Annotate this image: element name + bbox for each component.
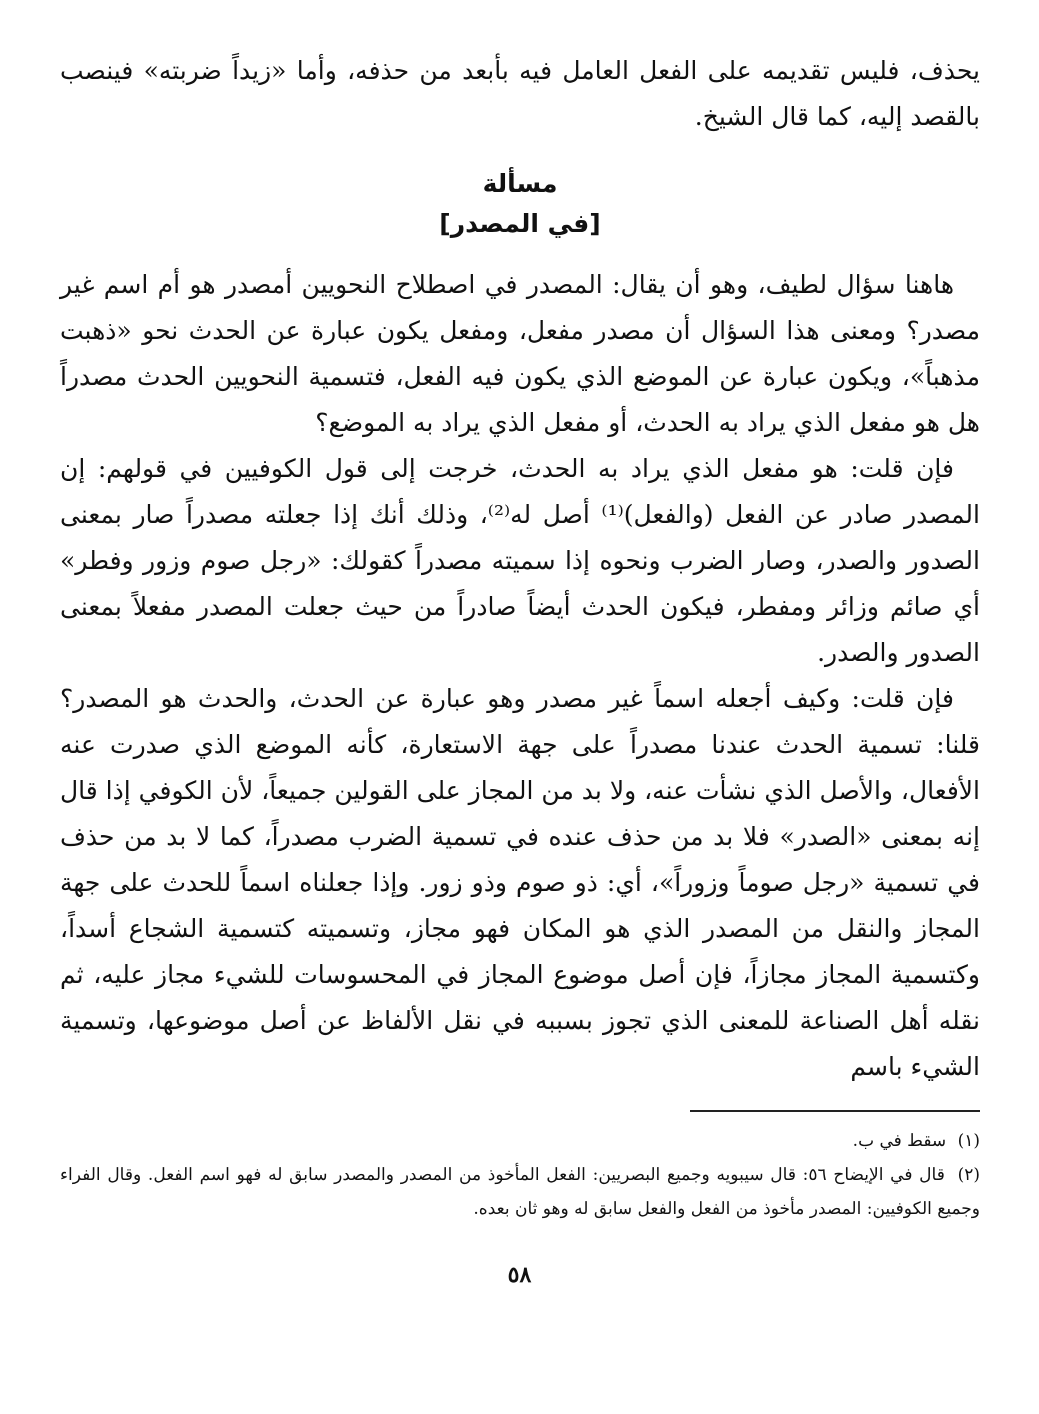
body-paragraph-1: هاهنا سؤال لطيف، وهو أن يقال: المصدر في اصطلاح النحويين أمصدر هو أم اسم غير مصدر؟ ومعنى هذا السؤال أن مصدر مفعل، ومفعل يكون عبارة عن الحدث نحو «ذهبت مذهباً»، ويكون عبارة عن الموضع الذي يكون فيه الفعل، فتسمية النحويين الحدث مصدراً هل هو مفعل الذي يراد به الحدث، أو مفعل الذي يراد به الموضع؟: [60, 270, 980, 437]
intro-paragraph: يحذف، فليس تقديمه على الفعل العامل فيه بأبعد من حذفه، وأما «زيداً ضربته» فينصب بالقصد إليه، كما قال الشيخ.: [60, 56, 980, 131]
section-heading: مسألة: [482, 169, 558, 198]
footnote-number: (٢): [957, 1165, 980, 1185]
page-number: ٥٨: [507, 1262, 532, 1288]
footnote-text: قال في الإيضاح ٥٦: قال سيبويه وجميع البصريين: الفعل المأخوذ من المصدر والمصدر سابق له فهو اسم الفعل. وقال الفراء وجميع الكوفيين: المصدر مأخوذ من الفعل والفعل سابق له وهو ثان بعده.: [60, 1165, 980, 1219]
footnotes: [60, 1124, 980, 1226]
body-paragraph-2: فإن قلت: هو مفعل الذي يراد به الحدث، خرجت إلى قول الكوفيين في قولهم: إن المصدر صادر عن الفعل (والفعل)⁽¹⁾ أصل له⁽²⁾، وذلك أنك إذا جعلته مصدراً صار بمعنى الصدور والصدر، وصار الضرب ونحوه إذا سميته مصدراً كقولك: «رجل صوم وزور وفطر» أي صائم وزائر ومفطر، فيكون الحدث أيضاً صادراً من حيث جعلت المصدر مفعلاً بمعنى الصدور والصدر.: [60, 454, 980, 667]
body-paragraph-3: فإن قلت: وكيف أجعله اسماً غير مصدر وهو عبارة عن الحدث، والحدث هو المصدر؟ قلنا: تسمية الحدث عندنا مصدراً على جهة الاستعارة، كأنه الموضع الذي صدرت عنه الأفعال، والأصل الذي نشأت عنه، ولا بد من المجاز على القولين جميعاً، لأن الكوفي إذا قال إنه بمعنى «الصدر» فلا بد من حذف عنده في تسمية الضرب مصدراً، كما لا بد من حذف في تسمية «رجل صوماً وزوراً»، أي: ذو صوم وذو زور. وإذا جعلناه اسماً للحدث على جهة المجاز والنقل من المصدر الذي هو المكان فهو مجاز، وتسميته كتسمية الشجاع أسداً، وكتسمية المجاز مجازاً، فإن أصل موضوع المجاز في المحسوسات للشيء مجاز عليه، ثم نقله أهل الصناعة للمعنى الذي تجوز بسببه في نقل الألفاظ عن أصل موضوعها، وتسمية الشيء باسم: [60, 684, 980, 1081]
section-subheading: [في المصدر]: [439, 209, 601, 238]
book-page: [60, 40, 980, 1380]
footnote-number: (١): [957, 1131, 980, 1151]
footnote-2: [60, 1158, 980, 1226]
footnote-divider: [690, 1110, 980, 1112]
footnote-text: سقط في ب.: [852, 1131, 947, 1151]
footnote-1: [60, 1124, 980, 1158]
